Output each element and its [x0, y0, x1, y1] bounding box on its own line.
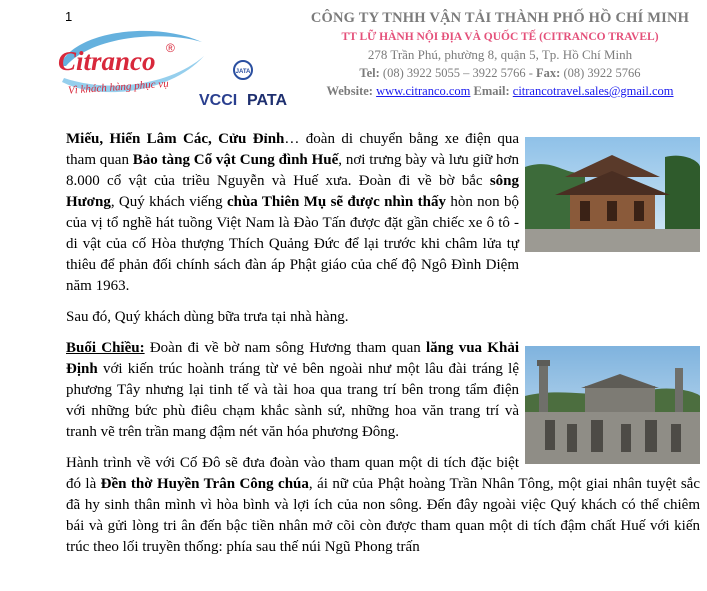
p3-text-2: với kiến trúc hoành tráng từ vẻ bên ngoài như một lâu đài tráng lệ phương Tây nhưng lại tinh tế và tài hoa qua trang trí bên trong tẩm điện với những bức phù điêu chạm khắc sành sứ, những hoa văn trang trí và tranh vẽ trên trần mang đậm nét văn hóa phương Đông.: [66, 361, 519, 440]
fax-label: Fax:: [536, 66, 561, 80]
p1-bold-3: sông Hương: [66, 173, 519, 210]
phone-separator: -: [525, 66, 537, 80]
fax-value: (08) 3922 5766: [563, 66, 641, 80]
jata-badge: JATA: [235, 69, 251, 75]
p4-bold-1: Đền thờ Huyền Trân Công chúa: [100, 476, 309, 492]
website-link[interactable]: www.citranco.com: [376, 84, 471, 98]
citranco-logo: [52, 22, 212, 102]
email-link[interactable]: citrancotravel.sales@gmail.com: [512, 84, 674, 98]
p1-text-3: , Quý khách viếng: [110, 194, 227, 210]
afternoon-label: Buổi Chiều:: [66, 340, 145, 356]
p1-text-2: , nơi trưng bày và lưu giữ hơn 8.000 cổ vật của triều Nguyễn và Huế xưa. Đoàn đi về bờ bắc: [66, 152, 519, 189]
pata-badge: PATA: [247, 92, 287, 109]
paragraph-afternoon: [66, 338, 700, 443]
p1-bold-1: Miếu, Hiển Lâm Các, Cửu Đỉnh: [66, 131, 285, 147]
tel-label: Tel:: [359, 66, 380, 80]
company-subtitle: TT LỮ HÀNH NỘI ĐỊA VÀ QUỐC TẾ (CITRANCO TRAVEL): [341, 31, 659, 43]
p1-text-1: … đoàn di chuyển bằng xe điện qua tham quan: [66, 131, 519, 168]
website-label: Website:: [326, 84, 373, 98]
membership-badges: [195, 58, 305, 114]
p1-text-4: hòn non bộ của vị tổ nghề hát tuồng Việt Nam là Đào Tấn được đặt gần chiếc xe ô tô - di vật của cố Hòa thượng Thích Quảng Đức để lại trước khi châm lửa tự thiêu để phản đối chính sách đàn áp Phật giáo của chế độ Ngô Đình Diệm năm 1963.: [66, 194, 520, 294]
p1-bold-4: chùa Thiên Mụ sẽ được nhìn thấy: [226, 194, 446, 210]
contact-phone-line: [300, 66, 700, 81]
document-body: [66, 129, 700, 568]
logo-registered: ®: [166, 41, 175, 55]
paragraph-temple: [66, 453, 700, 558]
khai-dinh-tomb-photo: [525, 346, 700, 464]
logo-brand: Citranco: [58, 46, 156, 76]
hue-palace-photo: [525, 137, 700, 252]
vcci-badge: VCCI: [199, 92, 238, 109]
company-name: CÔNG TY TNHH VẬN TẢI THÀNH PHỐ HỒ CHÍ MINH: [310, 10, 690, 26]
p3-text-1: Đoàn đi về bờ nam sông Hương tham quan: [144, 340, 426, 356]
p3-bold-1: lăng vua Khải Định: [66, 340, 519, 377]
contact-web-line: [300, 84, 700, 99]
company-header: [300, 10, 700, 99]
p4-text-2: , ái nữ của Phật hoàng Trần Nhân Tông, một giai nhân tuyệt sắc đã hy sinh thân mình vì hòa bình và lợi ích của non sông. Đến đây ngoài việc Quý khách có thể chiêm bái và gửi lòng tri ân đến bậc tiền nhân mở cõi còn được tham quan một di tích đậm chất Huế với kiến trúc theo lối truyền thống: phía sau thế núi Ngũ Phong trấn: [66, 476, 700, 555]
p1-bold-2: Bảo tàng Cổ vật Cung đình Huế: [132, 152, 339, 168]
logo-slogan: Vì khách hàng phục vụ: [67, 77, 170, 97]
page-number: 1: [65, 9, 73, 24]
paragraph-lunch: Sau đó, Quý khách dùng bữa trưa tại nhà hàng.: [66, 309, 349, 325]
email-label: Email:: [473, 84, 510, 98]
p4-text-1: Hành trình về với Cố Đô sẽ đưa đoàn vào tham quan một di tích đặc biệt đó là: [66, 455, 519, 492]
company-address: 278 Trần Phú, phường 8, quận 5, Tp. Hồ Chí Minh: [367, 47, 633, 62]
tel-value: (08) 3922 5055 – 3922 5766: [382, 66, 526, 80]
paragraph-morning: [66, 129, 700, 297]
